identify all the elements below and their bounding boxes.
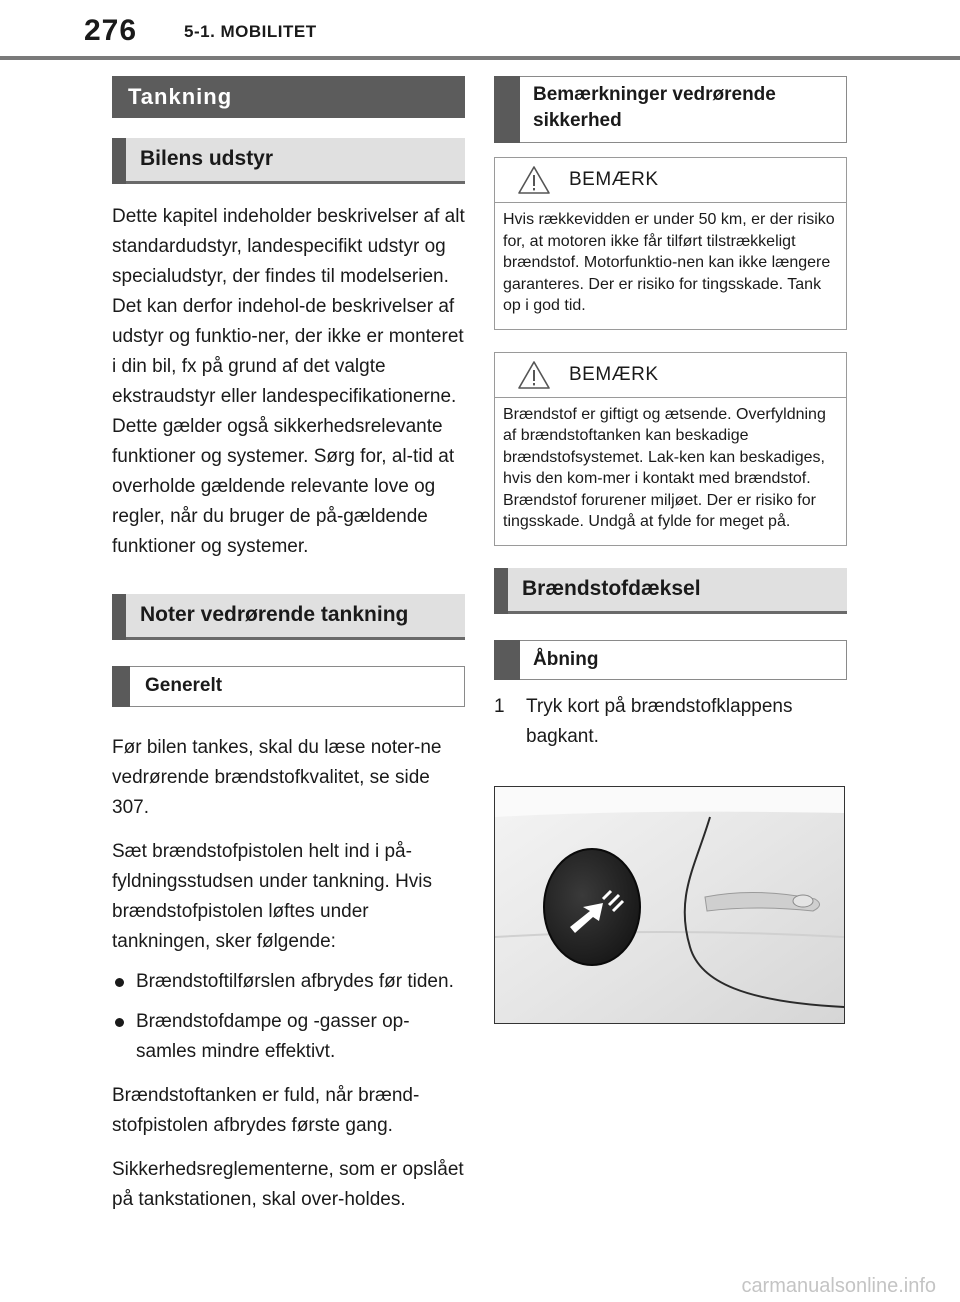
fuel-flap-drawing [495, 787, 844, 1023]
warning-box [494, 352, 847, 546]
header-rule [0, 56, 960, 60]
paragraph-tank-full: Brændstoftanken er fuld, når brænd-stofpistolen afbrydes første gang. [112, 1085, 420, 1136]
bullet-item: Brændstofdampe og -gasser op-samles mindre effektivt. [112, 1007, 465, 1067]
intro-paragraph: Dette kapitel indeholder beskrivelser af alt standardudstyr, landespecifikt udstyr og specialudstyr, der findes til modelserien. Det kan derfor indehol-de beskrivelser af udstyr og funktio-ner, der ikke er monteret i din bil, fx på grund af det valgte ekstraudstyr eller landespecifikationerne. Dette gælder også sikkerhedsrelevante funktioner og systemer. Sørg for, al-tid at overholde gældende relevante love og regler, når du bruger de på-gældende funktioner og systemer. [112, 206, 465, 557]
warning-header [495, 158, 846, 203]
paragraph-fuel-quality: Før bilen tankes, skal du læse noter-ne vedrørende brændstofkvalitet, se side 307. [112, 737, 442, 818]
warning-text: Brændstof er giftigt og ætsende. Overfyldning af brændstoftanken kan beskadige brændstofsystemet. Lak-ken kan beskadiges, hvis den kom-mer i kontakt med brændstof. Brændstof forurener miljøet. Der er risiko for tingsskade. Undgå at fylde for meget på. [503, 405, 826, 530]
fuel-flap-illustration [494, 786, 845, 1024]
step-number: 1 [494, 695, 505, 717]
section-heading-tankning: Tankning [112, 76, 465, 118]
subsubsection-heading-generelt: Generelt [112, 666, 465, 707]
paragraph-fuel-nozzle: Sæt brændstofpistolen helt ind i på-fyldningsstudsen under tankning. Hvis brændstofpistolen løftes under tankningen, sker følgende: [112, 841, 433, 952]
page-number: 276 [84, 14, 138, 47]
step-text: Tryk kort på brændstofklappens bagkant. [526, 695, 793, 747]
subsubsection-heading-opening: Åbning [494, 640, 847, 680]
subsection-heading-bilens-udstyr: Bilens udstyr [112, 138, 465, 184]
subsection-heading-fuel-cap: Brændstofdæksel [494, 568, 847, 614]
warning-text: Hvis rækkevidden er under 50 km, er der risiko for, at motoren ikke får tilført tilstrækkeligt brændstof. Motorfunktio-nen kan ikke længere garanteres. Der er risiko for tingsskade. Tank op i god tid. [503, 211, 835, 314]
watermark: carmanualsonline.info [741, 1275, 936, 1297]
subsection-heading-safety-notes: Bemærkninger vedrørende sikkerhed [494, 76, 847, 143]
warning-box [494, 157, 847, 330]
warning-title: BEMÆRK [569, 363, 659, 385]
step-item [494, 692, 847, 752]
chapter-title: 5-1. MOBILITET [184, 22, 317, 41]
left-column [112, 76, 465, 1215]
warning-title: BEMÆRK [569, 169, 659, 190]
bullet-item: Brændstoftilførslen afbrydes før tiden. [112, 967, 465, 997]
right-column [494, 76, 847, 1024]
subsection-heading-noter: Noter vedrørende tankning [112, 594, 465, 640]
warning-header [495, 353, 846, 398]
warning-triangle-icon [517, 165, 551, 195]
paragraph-safety-regulations: Sikkerhedsreglementerne, som er opslået på tankstationen, skal over-holdes. [112, 1159, 464, 1210]
warning-triangle-icon [517, 360, 551, 390]
